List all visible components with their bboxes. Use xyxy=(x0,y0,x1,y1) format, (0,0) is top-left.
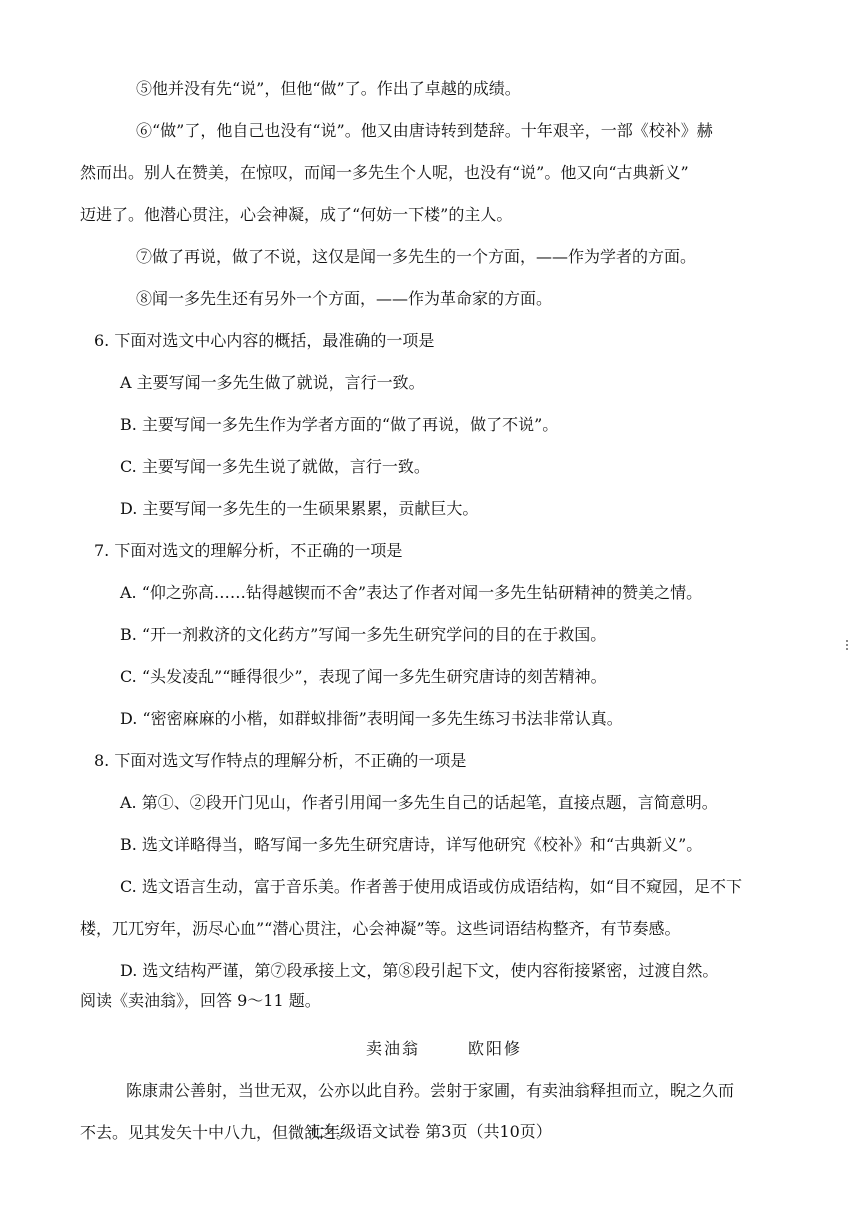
question-6-option-c: C. 主要写闻一多先生说了就做，言行一致。 xyxy=(120,457,430,476)
article-line-2: 不去。见其发矢十中八九，但微颔之。 xyxy=(80,1123,353,1142)
question-7-option-c: C. “头发凌乱”“睡得很少”，表现了闻一多先生研究唐诗的刻苦精神。 xyxy=(120,667,607,686)
question-8-option-c-line-2: 楼，兀兀穷年，沥尽心血”“潜心贯注，心会神凝”等。这些词语结构整齐，有节奏感。 xyxy=(80,919,681,938)
passage-paragraph-8: ⑧闻一多先生还有另外一个方面，——作为革命家的方面。 xyxy=(136,289,553,308)
page-footer: 七年级语文试卷 第3页（共10页） xyxy=(308,1122,552,1141)
passage-paragraph-6-line-2: 然而出。别人在赞美，在惊叹，而闻一多先生个人呢，也没有“说”。他又向“古典新义” xyxy=(80,163,689,182)
question-7-option-a: A. “仰之弥高……钻得越锲而不舍”表达了作者对闻一多先生钻研精神的赞美之情。 xyxy=(120,583,703,602)
question-8-stem: 8. 下面对选文写作特点的理解分析，不正确的一项是 xyxy=(94,751,467,770)
question-8-option-d: D. 选文结构严谨，第⑦段承接上文，第⑧段引起下文，使内容衔接紧密，过渡自然。 xyxy=(120,961,719,980)
passage-paragraph-5: ⑤他并没有先“说”，但他“做”了。作出了卓越的成绩。 xyxy=(136,79,521,98)
passage-paragraph-6-line-1: ⑥“做”了，他自己也没有“说”。他又由唐诗转到楚辞。十年艰辛，一部《校补》赫 xyxy=(136,121,713,140)
question-7-option-d: D. “密密麻麻的小楷，如群蚁排衙”表明闻一多先生练习书法非常认真。 xyxy=(120,709,623,728)
question-6-stem: 6. 下面对选文中心内容的概括，最准确的一项是 xyxy=(94,331,435,350)
question-6-option-b: B. 主要写闻一多先生作为学者方面的“做了再说，做了不说”。 xyxy=(120,415,559,434)
scan-mark xyxy=(846,640,850,650)
article-author: 欧阳修 xyxy=(468,1039,523,1058)
question-8-option-c-line-1: C. 选文语言生动，富于音乐美。作者善于使用成语或仿成语结构，如“目不窥园，足不下 xyxy=(120,877,743,896)
question-6-option-d: D. 主要写闻一多先生的一生硕果累累，贡献巨大。 xyxy=(120,499,479,518)
article-title: 卖油翁 xyxy=(365,1039,420,1058)
question-7-stem: 7. 下面对选文的理解分析，不正确的一项是 xyxy=(94,541,403,560)
question-8-option-a: A. 第①、②段开门见山，作者引用闻一多先生自己的话起笔，直接点题，言简意明。 xyxy=(120,793,718,812)
passage-paragraph-6-line-3: 迈进了。他潜心贯注，心会神凝，成了“何妨一下楼”的主人。 xyxy=(80,205,513,224)
reading-intro: 阅读《卖油翁》，回答 9～11 题。 xyxy=(80,991,321,1010)
question-7-option-b: B. “开一剂救济的文化药方”写闻一多先生研究学问的目的在于救国。 xyxy=(120,625,607,644)
article-line-1: 陈康肃公善射，当世无双，公亦以此自矜。尝射于家圃，有卖油翁释担而立，睨之久而 xyxy=(126,1081,735,1100)
article-heading xyxy=(100,1038,788,1060)
question-6-option-a: A 主要写闻一多先生做了就说，言行一致。 xyxy=(120,373,425,392)
question-8-option-b: B. 选文详略得当，略写闻一多先生研究唐诗，详写他研究《校补》和“古典新义”。 xyxy=(120,835,703,854)
passage-paragraph-7: ⑦做了再说，做了不说，这仅是闻一多先生的一个方面，——作为学者的方面。 xyxy=(136,247,697,266)
